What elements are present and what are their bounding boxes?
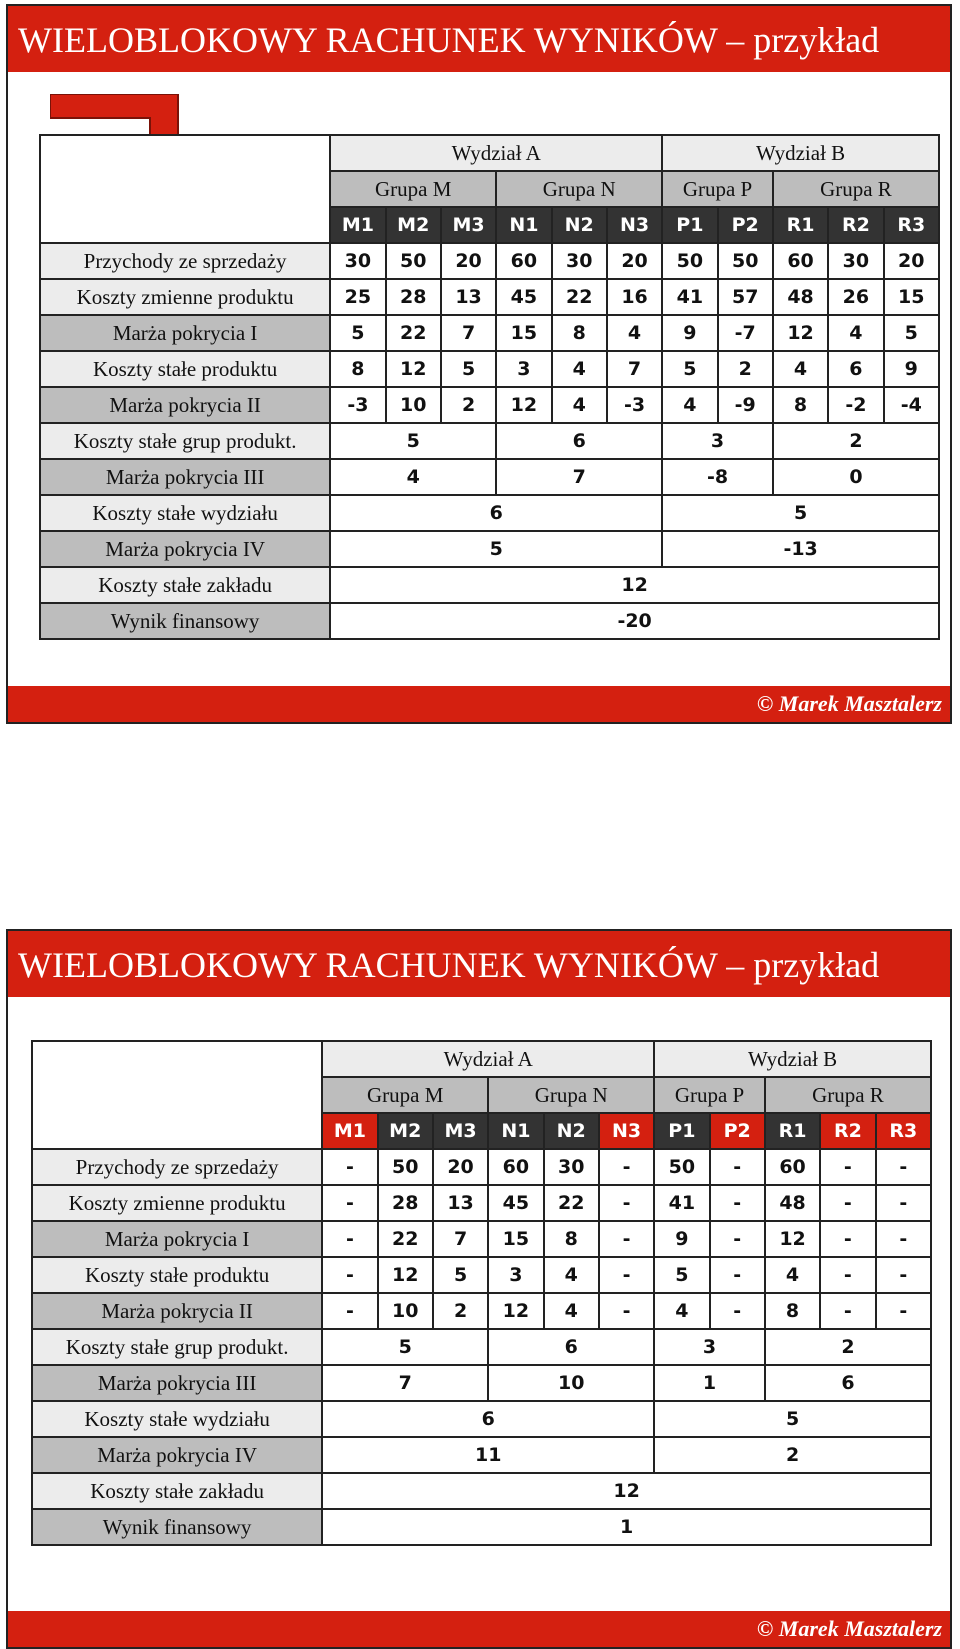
group-header: Grupa P [662,171,773,207]
product-header: M2 [386,207,441,243]
cell-value: -9 [718,387,773,423]
group-header: Grupa R [765,1077,931,1113]
cell-value: 60 [488,1149,543,1185]
cell-value: 22 [552,279,607,315]
cell-value: 8 [773,387,828,423]
cell-value: 50 [718,243,773,279]
cell-value: 5 [662,351,717,387]
cell-value: 20 [441,243,496,279]
cell-value: - [710,1257,765,1293]
group-header: Grupa N [496,171,662,207]
product-header: N3 [607,207,662,243]
cell-value: - [820,1149,875,1185]
cell-value: 6 [488,1329,654,1365]
cell-value: 50 [386,243,441,279]
product-header: M1 [330,207,385,243]
row-label: Marża pokrycia I [40,315,330,351]
table-row [32,1365,931,1401]
row-label: Koszty stałe zakładu [40,567,330,603]
cell-value: -13 [662,531,939,567]
cell-value: 8 [330,351,385,387]
row-label: Wynik finansowy [32,1509,322,1545]
cell-value: 7 [441,315,496,351]
product-header: N3 [599,1113,654,1149]
slide-1 [6,4,952,724]
cell-value: 30 [330,243,385,279]
cell-value: - [876,1149,931,1185]
cell-value: 7 [322,1365,488,1401]
row-label: Przychody ze sprzedaży [40,243,330,279]
cell-value: 7 [433,1221,488,1257]
group-header: Grupa M [330,171,496,207]
cell-value: 1 [654,1365,765,1401]
cell-value: - [599,1221,654,1257]
cell-value: 41 [662,279,717,315]
cell-value: 7 [496,459,662,495]
cell-value: 48 [765,1185,820,1221]
row-label: Koszty stałe zakładu [32,1473,322,1509]
row-label: Koszty zmienne produktu [32,1185,322,1221]
table-row [32,1149,931,1185]
cell-value: -4 [884,387,939,423]
cell-value: 20 [884,243,939,279]
cell-value: 6 [330,495,662,531]
cell-value: 50 [662,243,717,279]
cell-value: 15 [488,1221,543,1257]
row-label: Koszty stałe produktu [32,1257,322,1293]
cell-value: 5 [654,1401,931,1437]
cell-value: - [876,1293,931,1329]
cell-value: 28 [386,279,441,315]
cell-value: 2 [654,1437,931,1473]
cell-value: 20 [607,243,662,279]
product-header: N2 [552,207,607,243]
product-header: P2 [718,207,773,243]
table-row [40,243,939,279]
cell-value: 4 [662,387,717,423]
cell-value: 12 [386,351,441,387]
table-row [40,423,939,459]
copyright: © Marek Masztalerz [756,691,942,716]
cell-value: 5 [662,495,939,531]
product-header: M2 [378,1113,433,1149]
cell-value: 3 [488,1257,543,1293]
cell-value: 4 [607,315,662,351]
cell-value: 5 [441,351,496,387]
cell-value: 5 [330,423,496,459]
cell-value: 9 [654,1221,709,1257]
table-row [40,603,939,639]
cell-value: 4 [765,1257,820,1293]
product-header: N1 [488,1113,543,1149]
cell-value: -8 [662,459,773,495]
cell-value: 13 [441,279,496,315]
table-row [40,459,939,495]
cell-value: 5 [884,315,939,351]
cell-value: 9 [662,315,717,351]
cell-value: 0 [773,459,939,495]
cell-value: - [710,1185,765,1221]
cell-value: 30 [552,243,607,279]
cell-value: 10 [378,1293,433,1329]
cell-value: 4 [552,387,607,423]
table-row [40,495,939,531]
cell-value: -2 [828,387,883,423]
cell-value: 12 [488,1293,543,1329]
cell-value: - [322,1293,377,1329]
cell-value: 22 [544,1185,599,1221]
cell-value: 41 [654,1185,709,1221]
cell-value: - [820,1185,875,1221]
group-header: Grupa P [654,1077,765,1113]
cell-value: 11 [322,1437,654,1473]
cell-value: 26 [828,279,883,315]
cell-value: 6 [322,1401,654,1437]
cell-value: 12 [773,315,828,351]
row-label: Marża pokrycia II [40,387,330,423]
cell-value: 15 [884,279,939,315]
cell-value: 7 [607,351,662,387]
table-row [32,1329,931,1365]
cell-value: 10 [386,387,441,423]
cell-value: 12 [378,1257,433,1293]
department-header: Wydział B [662,135,939,171]
footer-bar [8,1611,950,1647]
table-row [32,1221,931,1257]
row-label: Przychody ze sprzedaży [32,1149,322,1185]
cell-value: 4 [544,1257,599,1293]
cell-value: 8 [765,1293,820,1329]
product-header: P1 [654,1113,709,1149]
cell-value: - [322,1221,377,1257]
cell-value: - [820,1293,875,1329]
table-row [40,315,939,351]
cell-value: 4 [654,1293,709,1329]
cell-value: 2 [765,1329,931,1365]
cell-value: - [820,1257,875,1293]
cell-value: 22 [386,315,441,351]
cell-value: 2 [718,351,773,387]
results-table [31,1040,932,1546]
cell-value: 50 [654,1149,709,1185]
cell-value: 4 [330,459,496,495]
product-header: R2 [820,1113,875,1149]
cell-value: - [876,1257,931,1293]
group-header: Grupa R [773,171,939,207]
product-header: P2 [710,1113,765,1149]
cell-value: 50 [378,1149,433,1185]
slide-title: WIELOBLOKOWY RACHUNEK WYNIKÓW – przykład [18,20,880,60]
title-bar [8,931,950,997]
table-row [32,1437,931,1473]
row-label: Marża pokrycia III [32,1365,322,1401]
cell-value: 2 [433,1293,488,1329]
cell-value: -7 [718,315,773,351]
table-row [32,1509,931,1545]
cell-value: 45 [488,1185,543,1221]
cell-value: 4 [773,351,828,387]
product-header: N1 [496,207,551,243]
cell-value: 60 [496,243,551,279]
row-label: Koszty stałe grup produkt. [40,423,330,459]
cell-value: -3 [607,387,662,423]
cell-value: - [322,1149,377,1185]
table-row [32,1293,931,1329]
cell-value: 6 [765,1365,931,1401]
product-header: P1 [662,207,717,243]
cell-value: 13 [433,1185,488,1221]
cell-value: 4 [828,315,883,351]
table-row [40,351,939,387]
cell-value: 5 [322,1329,488,1365]
cell-value: 16 [607,279,662,315]
table-row [32,1257,931,1293]
cell-value: - [710,1221,765,1257]
department-header: Wydział A [330,135,662,171]
product-header: R1 [773,207,828,243]
cell-value: 12 [330,567,939,603]
row-label: Marża pokrycia I [32,1221,322,1257]
cell-value: 57 [718,279,773,315]
cell-value: 2 [773,423,939,459]
cell-value: 12 [765,1221,820,1257]
product-header: R2 [828,207,883,243]
cell-value: 48 [773,279,828,315]
row-label: Koszty zmienne produktu [40,279,330,315]
cell-value: - [599,1149,654,1185]
row-label: Koszty stałe produktu [40,351,330,387]
cell-value: - [322,1185,377,1221]
cell-value: 30 [828,243,883,279]
product-header: M3 [441,207,496,243]
cell-value: 5 [330,531,662,567]
row-label: Marża pokrycia II [32,1293,322,1329]
table-row [32,1401,931,1437]
table-row [40,387,939,423]
cell-value: 22 [378,1221,433,1257]
cell-value: 3 [496,351,551,387]
cell-value: 5 [433,1257,488,1293]
product-header: M3 [433,1113,488,1149]
title-bar [8,6,950,72]
cell-value: 28 [378,1185,433,1221]
cell-value: 30 [544,1149,599,1185]
copyright: © Marek Masztalerz [756,1616,942,1641]
group-header: Grupa N [488,1077,654,1113]
cell-value: 12 [496,387,551,423]
cell-value: 4 [552,351,607,387]
table-row [40,567,939,603]
header-corner [32,1041,322,1149]
table-row [32,1473,931,1509]
slide-2 [6,929,952,1649]
cell-value: 5 [330,315,385,351]
product-header: R3 [884,207,939,243]
product-header: M1 [322,1113,377,1149]
product-header: R1 [765,1113,820,1149]
department-header: Wydział B [654,1041,931,1077]
cell-value: 15 [496,315,551,351]
row-label: Wynik finansowy [40,603,330,639]
cell-value: 8 [544,1221,599,1257]
cell-value: 8 [552,315,607,351]
header-corner [40,135,330,243]
cell-value: - [876,1185,931,1221]
table-row [40,531,939,567]
cell-value: 9 [884,351,939,387]
row-label: Koszty stałe wydziału [40,495,330,531]
cell-value: 3 [662,423,773,459]
cell-value: 12 [322,1473,931,1509]
cell-value: - [322,1257,377,1293]
cell-value: - [820,1221,875,1257]
cell-value: - [710,1293,765,1329]
row-label: Marża pokrycia IV [32,1437,322,1473]
product-header: N2 [544,1113,599,1149]
cell-value: 20 [433,1149,488,1185]
cell-value: - [599,1293,654,1329]
table-row [32,1185,931,1221]
cell-value: - [599,1185,654,1221]
cell-value: 6 [828,351,883,387]
cell-value: - [876,1221,931,1257]
product-header: R3 [876,1113,931,1149]
group-header: Grupa M [322,1077,488,1113]
cell-value: 1 [322,1509,931,1545]
row-label: Marża pokrycia IV [40,531,330,567]
cell-value: 3 [654,1329,765,1365]
cell-value: 10 [488,1365,654,1401]
row-label: Koszty stałe wydziału [32,1401,322,1437]
cell-value: 60 [765,1149,820,1185]
cell-value: 4 [544,1293,599,1329]
cell-value: 60 [773,243,828,279]
results-table [39,134,940,640]
cell-value: 25 [330,279,385,315]
row-label: Koszty stałe grup produkt. [32,1329,322,1365]
cell-value: 5 [654,1257,709,1293]
slide-title: WIELOBLOKOWY RACHUNEK WYNIKÓW – przykład [18,945,880,985]
footer-bar [8,686,950,722]
cell-value: 6 [496,423,662,459]
cell-value: -3 [330,387,385,423]
department-header: Wydział A [322,1041,654,1077]
cell-value: - [710,1149,765,1185]
table-row [40,279,939,315]
cell-value: 45 [496,279,551,315]
cell-value: -20 [330,603,939,639]
row-label: Marża pokrycia III [40,459,330,495]
cell-value: - [599,1257,654,1293]
cell-value: 2 [441,387,496,423]
